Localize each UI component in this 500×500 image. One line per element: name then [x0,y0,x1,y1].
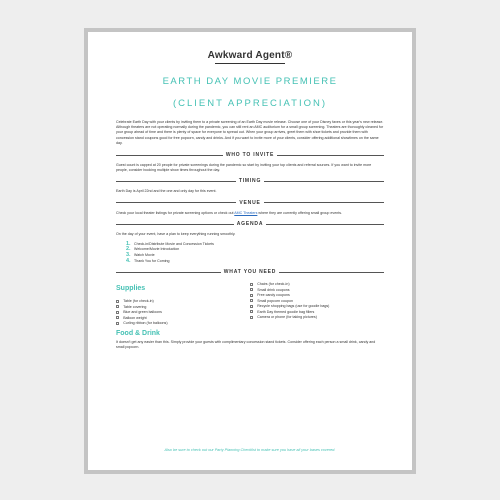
divider-line [116,272,221,273]
checklist-item [250,314,384,320]
section-header-venue [116,200,384,206]
checkbox[interactable] [250,283,253,286]
checkbox[interactable] [116,305,119,308]
checklist-item [116,320,250,326]
agenda-text: Welcome/Movie Introduction [134,247,180,252]
agenda-number: 3. [126,252,131,259]
checklist-label: Balloon weight [123,315,147,320]
footer-note: Also be sure to check out our Party Planning Checklist to make sure you have all your bases covered. [164,448,336,452]
divider-line [116,155,223,156]
who-paragraph: Guest count is capped at 20 people for private screenings during the pandemic so start by inviting your top clients and referral sources. If you want to invite more people, consider booking multiple show times throughout the day. [116,163,372,173]
checklist-label: Chairs (for check-in) [257,282,290,287]
brand-underline [215,63,285,64]
section-title-agenda: AGENDA [236,220,264,227]
checklist-label: Free candy coupons [257,293,290,298]
agenda-intro: On the day of your event, have a plan to keep everything running smoothly. [116,231,236,236]
timing-paragraph: Earth Day is April 22nd and the one and only day for this event. [116,189,217,194]
needs-columns [116,281,384,326]
section-header-timing [116,178,384,184]
checkbox[interactable] [250,299,253,302]
checklist-label: Recycle shopping bags (use for goodie bags) [257,304,330,309]
checkbox[interactable] [250,288,253,291]
divider-line [279,272,384,273]
divider-line [116,181,236,182]
divider-line [116,202,236,203]
venue-paragraph [116,211,384,216]
checkbox[interactable] [250,316,253,319]
venue-text-start: Check your local theater listings for private screening options or check out [116,210,235,215]
checklist-label: Small popcorn coupon [257,298,293,303]
checkbox[interactable] [250,305,253,308]
checklist-label: Camera or phone (for taking pictures) [257,315,317,320]
supplies-heading: Supplies [116,285,146,293]
section-title-timing: TIMING [238,178,262,185]
agenda-text: Watch Movie [134,253,155,258]
checkbox[interactable] [116,311,119,314]
document-title: EARTH DAY MOVIE PREMIERE [162,76,338,87]
checklist-label: Table covering [123,304,147,309]
checkbox[interactable] [116,316,119,319]
divider-line [116,224,234,225]
agenda-text: Thank You for Coming [134,258,170,263]
section-title-who: WHO TO INVITE [225,152,275,159]
checklist-label: Table (for check-in) [123,299,154,304]
intro-paragraph: Celebrate Earth Day with your clients by inviting them to a private screening of an Earth Day movie release. Choose one of your Disney faves or this year's new release. Although theaters are not operating normally during the pandemic, you can still rent an AMC auditorium for a small group screening. Theaters are thoroughly cleaned for your group ahead of time and there is plenty of space for everyone to spread out. When your group arrives, greet them with shoe tickets and provide them with concession stand coupons good for free popcorn, candy and drinks. And if you want to invite more of your clients, consider offering additional showtimes on the same day. [116,120,384,145]
agenda-number: 2. [126,246,131,253]
amc-theaters-link[interactable]: AMC Theaters [234,210,258,215]
divider-line [277,155,384,156]
section-title-venue: VENUE [239,199,261,206]
checkbox[interactable] [250,310,253,313]
section-title-needs: WHAT YOU NEED [223,269,277,276]
checkbox[interactable] [116,300,119,303]
checkbox[interactable] [116,322,119,325]
needs-left-column [116,281,250,326]
agenda-item [126,258,384,264]
section-header-needs [116,269,384,275]
checklist-label: Curling ribbon (for balloons) [123,321,168,326]
divider-line [264,202,384,203]
agenda-number: 1. [126,240,131,247]
needs-right-column [250,281,384,326]
brand-logo: Awkward Agent® [207,50,293,61]
section-header-agenda [116,221,384,227]
divider-line [264,181,384,182]
food-drink-paragraph: It doesn't get any easier than this. Simply provide your guests with complimentary concession stand tickets. Consider offering each person a small drink, candy and small popcorn. [116,339,376,350]
agenda-text: Check-in/Distribute Movie and Concession Tickets [134,241,214,246]
checklist-label: Blue and green balloons [123,310,162,315]
food-drink-heading: Food & Drink [116,329,160,337]
document-page [88,32,412,470]
divider-line [266,224,384,225]
checklist-label: Small drink coupons [257,287,290,292]
agenda-list [126,241,384,263]
agenda-number: 4. [126,257,131,264]
section-header-who [116,152,384,158]
checkbox[interactable] [250,294,253,297]
document-subtitle: (CLIENT APPRECIATION) [172,98,328,109]
checklist-label: Earth Day themed goodie bag fillers [257,309,315,314]
venue-text-end: where they are currently offering small group events. [257,210,343,215]
